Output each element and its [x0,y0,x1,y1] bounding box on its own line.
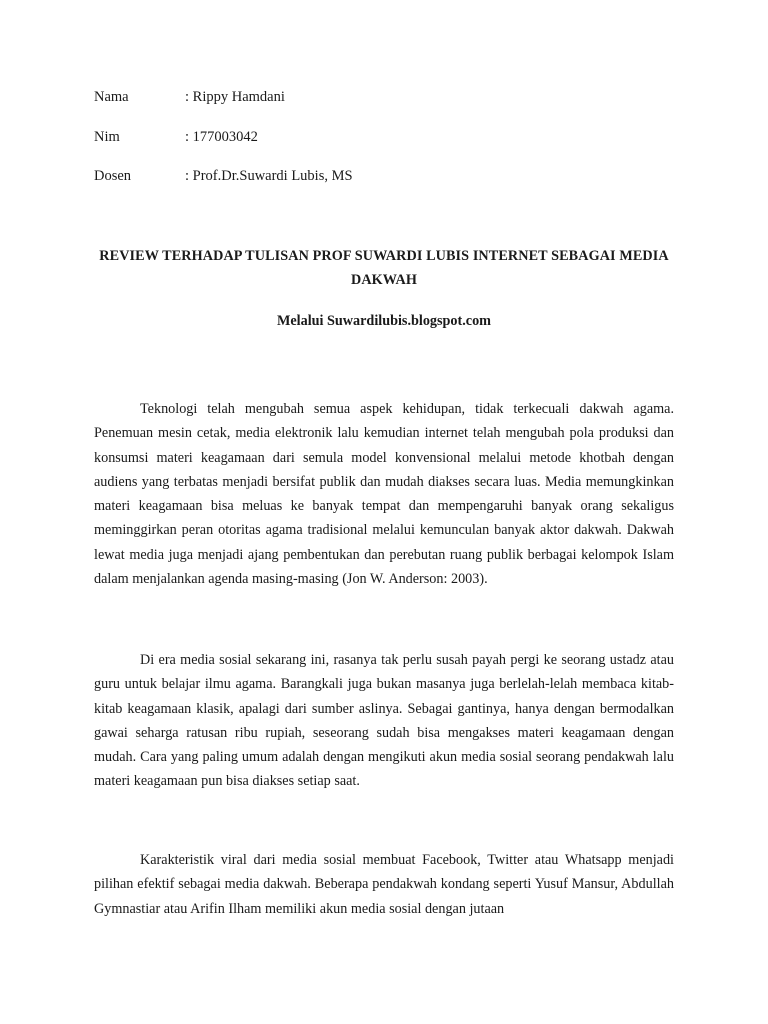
student-id-row [94,128,258,146]
document-subtitle: Melalui Suwardilubis.blogspot.com [276,313,492,329]
student-id-label: Nim [94,129,120,145]
name-value: : Rippy Hamdani [185,89,285,105]
paragraph-2: Di era media sosial sekarang ini, rasanya tak perlu susah payah pergi ke seorang ustadz atau guru untuk belajar ilmu agama. Barangkali juga bukan masanya juga berlelah-lelah membaca kitab-kitab keagamaan klasik, apalagi dari sumber aslinya. Sebagai gantinya, hanya dengan bermodalkan gawai seharga ratusan ribu rupiah, seseorang sudah bisa mengakses materi keagamaan dengan mudah. Cara yang paling umum adalah dengan mengikuti akun media sosial seorang pendakwah lalu materi keagamaan pun bisa diakses setiap saat. [94,652,674,790]
paragraph-1: Teknologi telah mengubah semua aspek kehidupan, tidak terkecuali dakwah agama. Penemuan mesin cetak, media elektronik lalu kemudian internet telah mengubah pola produksi dan konsumsi materi keagamaan dari semula model konvensional melalui metode khotbah dengan audiens yang terbatas menjadi bersifat publik dan mudah diakses secara luas. Media memungkinkan materi keagamaan bisa meluas ke banyak tempat dan mempengaruhi banyak orang sekaligus meminggirkan peran otoritas agama tradisional melalui kemunculan banyak aktor dakwah. Dakwah lewat media juga menjadi ajang pembentukan dan perebutan ruang publik berbagai kelompok Islam dalam menjalankan agenda masing-masing (Jon W. Anderson: 2003). [94,401,674,588]
name-row [94,88,285,106]
lecturer-row [94,167,353,185]
document-title: REVIEW TERHADAP TULISAN PROF SUWARDI LUBIS INTERNET SEBAGAI MEDIA DAKWAH [99,248,669,288]
student-id-value: : 177003042 [185,129,258,145]
lecturer-value: : Prof.Dr.Suwardi Lubis, MS [185,168,353,184]
name-label: Nama [94,89,129,105]
lecturer-label: Dosen [94,168,132,184]
paragraph-3: Karakteristik viral dari media sosial membuat Facebook, Twitter atau Whatsapp menjadi pilihan efektif sebagai media dakwah. Beberapa pendakwah kondang seperti Yusuf Mansur, Abdullah Gymnastiar atau Arifin Ilham memiliki akun media sosial dengan jutaan [94,852,674,917]
